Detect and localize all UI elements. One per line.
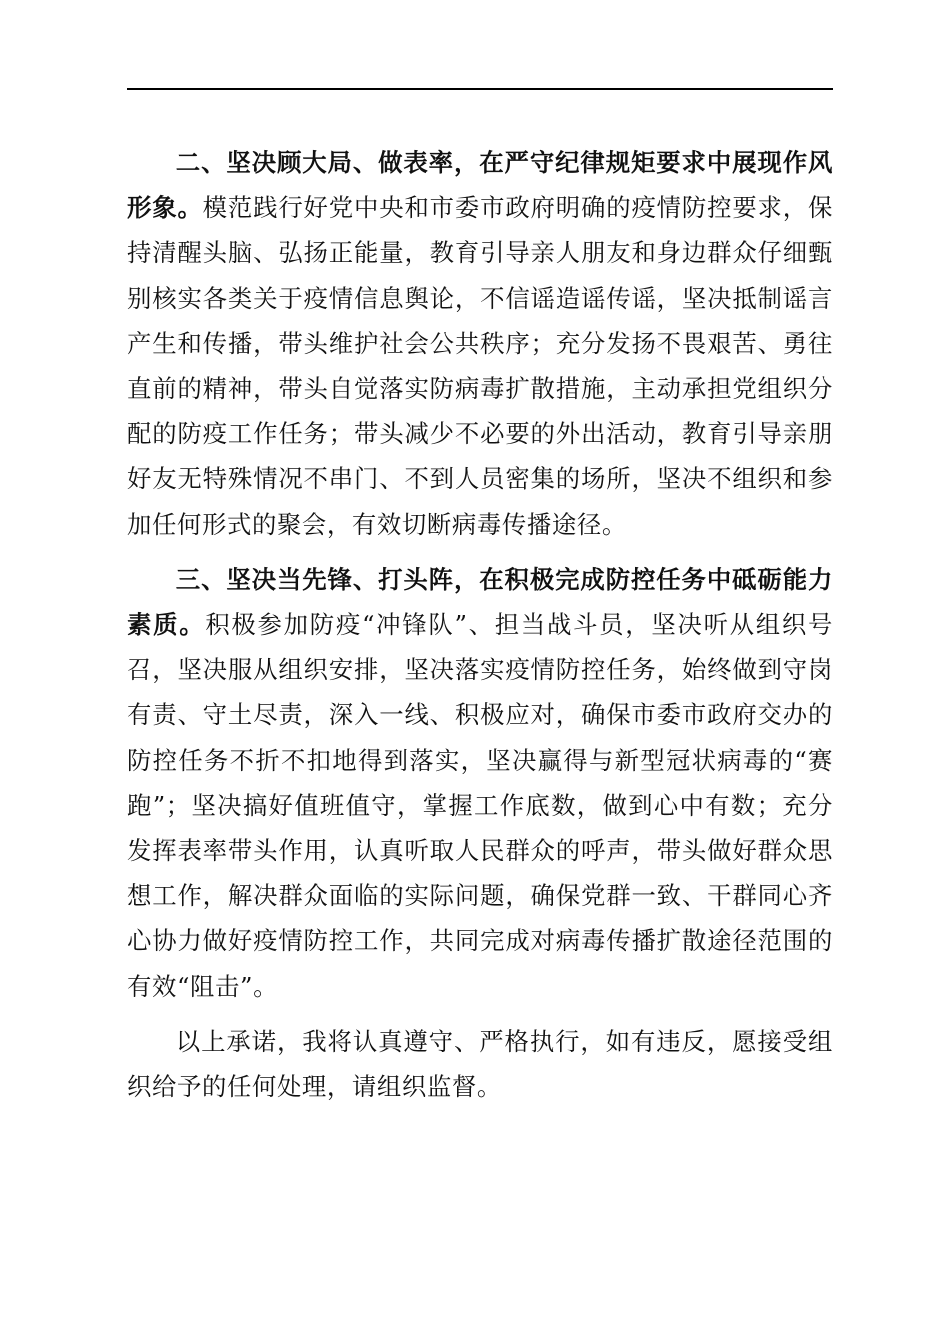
section-three-heading: 三、坚决当先锋、打头阵，在积极完成防控任务中砥砺能力素质。 [127,564,833,640]
section-three-body: 积极参加防疫“冲锋队”、担当战斗员，坚决听从组织号召，坚决服从组织安排，坚决落实疫情防控任务，始终做到守岗有责、守土尽责，深入一线、积极应对，确保市委市政府交办的防控任务不折不扣地得到落实，坚决赢得与新型冠状病毒的“赛跑”；坚决搞好值班值守，掌握工作底数，做到心中有数；充分发挥表率带头作用，认真听取人民群众的呼声，带头做好群众思想工作，解决群众面临的实际问题，确保党群一致、干群同心齐心协力做好疫情防控工作，共同完成对病毒传播扩散途径范围的有效“阻击”。 [127,610,833,1001]
document-body [127,140,833,1109]
section-two-heading: 二、坚决顾大局、做表率，在严守纪律规矩要求中展现作风形象。 [127,148,833,223]
closing-paragraph: 以上承诺，我将认真遵守、严格执行，如有违反，愿接受组织给予的任何处理，请组织监督。 [127,1026,833,1102]
section-two-paragraph [127,140,833,547]
section-three-paragraph [127,557,833,1009]
section-two-body: 模范践行好党中央和市委市政府明确的疫情防控要求，保持清醒头脑、弘扬正能量，教育引导亲人朋友和身边群众仔细甄别核实各类关于疫情信息舆论，不信谣造谣传谣，坚决抵制谣言产生和传播，带头维护社会公共秩序；充分发扬不畏艰苦、勇往直前的精神，带头自觉落实防病毒扩散措施，主动承担党组织分配的防疫工作任务；带头减少不必要的外出活动，教育引导亲朋好友无特殊情况不串门、不到人员密集的场所，坚决不组织和参加任何形式的聚会，有效切断病毒传播途径。 [127,193,833,539]
header-rule [127,88,833,90]
